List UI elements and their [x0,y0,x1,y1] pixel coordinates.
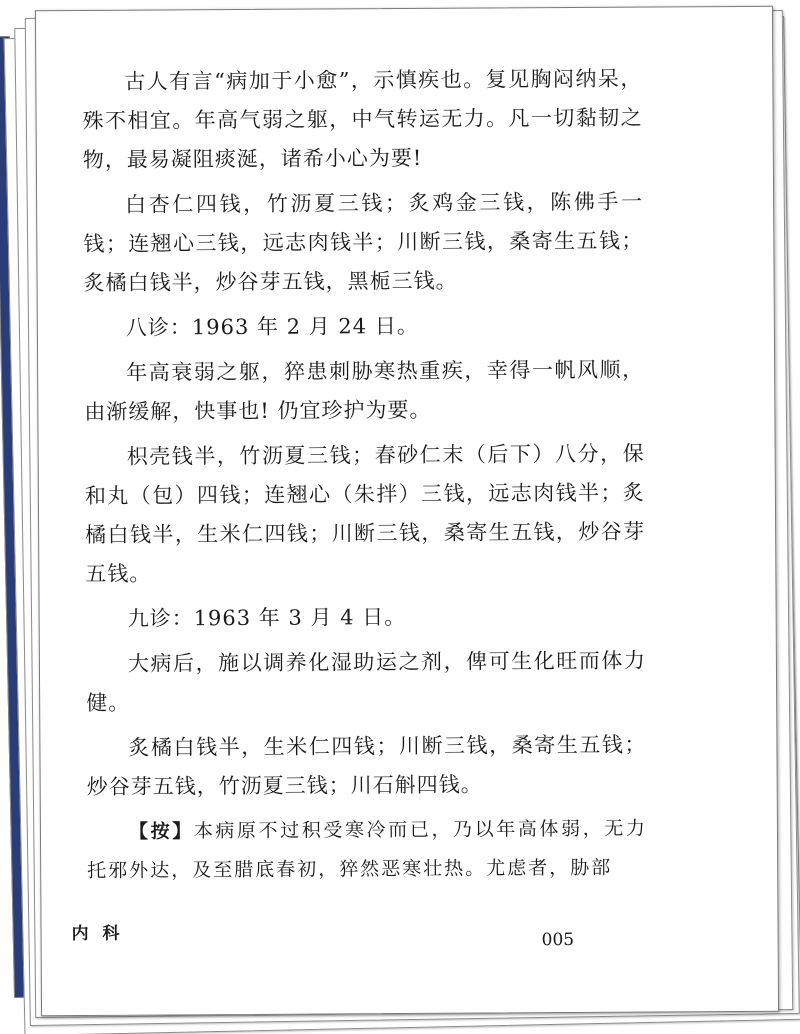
prescription-paragraph: 白杏仁四钱，竹沥夏三钱；炙鸡金三钱，陈佛手一钱；连翘心三钱，远志肉钱半；川断三钱，桑寄生五钱；炙橘白钱半，炒谷芽五钱，黑栀三钱。 [83,189,644,295]
book-page [35,6,779,1016]
prescription-paragraph: 炙橘白钱半，生米仁四钱；川断三钱，桑寄生五钱；炒谷芽五钱，竹沥夏三钱；川石斛四钱。 [86,732,647,799]
page-body [82,60,647,893]
section-footer: 内 科 [71,923,124,945]
visit-date: 九诊：1963 年 3 月 4 日。 [127,605,407,631]
commentary-note [87,810,647,891]
commentary-text: 本病原不过积受寒冷而已，乃以年高体弱，无力托邪外达，及至腊底春初，猝然恶寒壮热。尤虑者，胁部 [87,817,647,882]
commentary-label: 【按】 [128,820,194,843]
visit-date: 八诊：1963 年 2 月 24 日。 [125,313,419,340]
paragraph: 年高衰弱之躯，猝患刺胁寒热重疾，幸得一帆风顺，由渐缓解，快事也! 仍宜珍护为要。 [84,357,645,424]
page-number: 005 [541,929,575,951]
prescription-paragraph: 枳壳钱半，竹沥夏三钱；春砂仁末（后下）八分，保和丸（包）四钱；连翘心（朱拌）三钱，远志肉钱半；炙橘白钱半，生米仁四钱；川断三钱，桑寄生五钱，炒谷芽五钱。 [84,441,646,586]
paragraph: 古人有言“病加于小愈”，示慎疾也。复见胸闷纳呆，殊不相宜。年高气弱之躯，中气转运无力。凡一切黏韧之物，最易凝阻痰涎，诸希小心为要! [82,66,643,172]
paragraph: 大病后，施以调养化湿助运之剂，俾可生化旺而体力健。 [86,648,646,715]
